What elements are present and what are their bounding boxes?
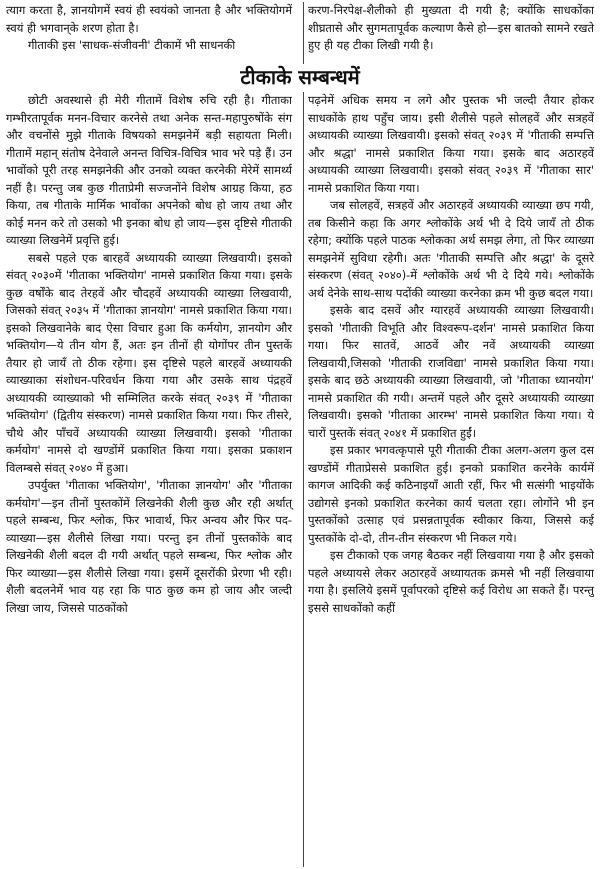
paragraph: इस प्रकार भगवत्कृपासे पूरी गीताकी टीका अलग-अलग कुल दस खण्डोंमें गीताप्रेससे प्रकाशित हुई। इनको प्रकाशित करनेके कार्यमें कागज आदिकी कई कठिनाइयाँ आती रहीं, फिर भी सत्संगी भाइयोंके उद्योगसे इनको प्रकाशित करनेका कार्य चलता रहा। लोगोंने भी इन पुस्तकोंको उत्साह एवं प्रसन्नतापूर्वक स्वीकार किया, जिससे कई पुस्तकोंके दो-दो, तीन-तीन संस्करण भी निकल गये। [308,443,594,545]
main-left-column [6,92,292,617]
paragraph: सबसे पहले एक बारहवें अध्यायकी व्याख्या लिखवायी। इसको संवत् २०३०में 'गीताका भक्तियोग' नामसे प्रकाशित किया गया। इसके कुछ वर्षोंके बाद तेरहवें और चौदहवें अध्यायकी व्याख्या लिखवायी, जिसको संवत् २०३५ में 'गीताका ज्ञानयोग' नामसे प्रकाशित किया गया। इसको लिखवानेके बाद ऐसा विचार हुआ कि कर्मयोग, ज्ञानयोग और भक्तियोग—ये तीन योग हैं, अतः इन तीनों ही योगोंपर तीन पुस्तकें तैयार हो जायँ तो ठीक रहेगा। इस दृष्टिसे पहले बारहवें अध्यायकी व्याख्याका संशोधन-परिवर्धन किया गया और उसके साथ पंद्रहवें अध्यायकी व्याख्याको भी सम्मिलित करके संवत् २०३९ में 'गीताका भक्तियोग' (द्वितीय संस्करण) नामसे प्रकाशित किया गया। फिर तीसरे, चौथे और पाँचवें अध्यायकी व्याख्या लिखवायी। इसको 'गीताका कर्मयोग' नामसे दो खण्डोंमें प्रकाशित किया गया। इसका प्रकाशन विलम्बसे संवत् २०४० में हुआ। [6,250,292,475]
main-right-column [308,92,594,617]
section-heading: टीकाके सम्बन्धमें [240,65,360,89]
paragraph: त्याग करता है, ज्ञानयोगमें स्वयं ही स्वयंको जानता है और भक्तियोगमें स्वयं ही भगवान्‌के शरण होता है। [6,3,292,35]
paragraph: इस टीकाको एक जगह बैठकर नहीं लिखवाया गया है और इसको पहले अध्यायसे लेकर अठारहवें अध्यायतक क्रमसे भी नहीं लिखवाया गया है। इसलिये इसमें पूर्वापरको दृष्टिसे कई विरोध आ सकते हैं। परन्तु इससे साधकोंको कहीं [308,548,594,615]
paragraph: छोटी अवस्थासे ही मेरी गीतामें विशेष रुचि रही है। गीताका गम्भीरतापूर्वक मनन-विचार करनेसे तथा अनेक सन्त-महापुरुषोंके संग और वचनोंसे मुझे गीताके विषयको समझनेमें बड़ी सहायता मिली। गीतामें महान् संतोष देनेवाले अनन्त विचित्र-विचित्र भाव भरे पड़े हैं। उन भावोंको पूरी तरह समझनेकी और उनको व्यक्त करनेकी मेरेमें सामर्थ्य नहीं है। परन्तु जब कुछ गीताप्रेमी सज्जनोंने विशेष आग्रह किया, हठ किया, तब गीताके मार्मिक भावोंका अपनेको बोध हो जाय तथा और कोई मनन करे तो उसको भी इनका बोध हो जाय—इस दृष्टिसे गीताकी व्याख्या लिखनेमें प्रवृत्ति हुई। [6,93,292,247]
column-divider [303,92,304,867]
paragraph: जब सोलहवें, सत्रहवें और अठारहवें अध्यायकी व्याख्या छप गयी, तब किसीने कहा कि अगर श्लोकोंके अर्थ भी दे दिये जायँ तो ठीक रहेगा; क्योंकि पहले पाठक श्लोकका अर्थ समझ लेगा, तो फिर व्याख्या समझनेमें सुविधा रहेगी। अतः 'गीताकी सम्पत्ति और श्रद्धा' के दूसरे संस्करण (संवत् २०४०)-में श्लोकोंके अर्थ भी दे दिये गये। श्लोकोंके अर्थ देनेके साथ-साथ पदोंकी व्याख्या करनेका क्रम भी कुछ बदल गया। [308,198,594,300]
top-continuation-section [6,2,594,64]
column-divider [303,2,304,64]
paragraph: पढ़नेमें अधिक समय न लगे और पुस्तक भी जल्दी तैयार होकर साधकोंके हाथ पहुँच जाय। इसी शैलीसे पहले सोलहवें और सत्रहवें अध्यायकी व्याख्या लिखवायी। इसको संवत् २०३९ में 'गीताकी सम्पत्ति और श्रद्धा' नामसे प्रकाशित किया गया। इसके बाद अठारहवें अध्यायकी व्याख्या लिखवायी। इसको संवत् २०३९ में 'गीताका सार' नामसे प्रकाशित किया गया। [308,93,594,195]
paragraph: करण-निरपेक्ष-शैलीको ही मुख्यता दी गयी है; क्योंकि साधकोंका शीघ्रतासे और सुगमतापूर्वक कल्याण कैसे हो—इस बातको सामने रखते हुए ही यह टीका लिखी गयी है। [308,3,594,52]
paragraph: गीताकी इस 'साधक-संजीवनी' टीकामें भी साधनकी [28,38,236,52]
top-right-column [308,2,594,55]
paragraph: उपर्युक्त 'गीताका भक्तियोग', 'गीताका ज्ञानयोग' और 'गीताका कर्मयोग'—इन तीनों पुस्तकोंमें लिखनेकी शैली कुछ और रही अर्थात् पहले सम्बन्ध, फिर श्लोक, फिर भावार्थ, फिर अन्वय और फिर पद-व्याख्या—इस शैलीसे लिखा गया। परन्तु इन तीनों पुस्तकोंके बाद लिखनेकी शैली बदल दी गयी अर्थात् पहले सम्बन्ध, फिर श्लोक और फिर व्याख्या—इस शैलीसे लिखा गया। इसमें दूसरोंकी प्रेरणा भी रही। शैली बदलनेमें भाव यह रहा कि पाठ कुछ कम हो जाय और जल्दी लिखा जाय, जिससे पाठकोंको [6,478,292,615]
paragraph: इसके बाद दसवें और ग्यारहवें अध्यायकी व्याख्या लिखवायी। इसको 'गीताकी विभूति और विश्वरूप-दर्शन' नामसे प्रकाशित किया गया। फिर सातवें, आठवें और नवें अध्यायकी व्याख्या लिखवायी,जिसको 'गीताकी राजविद्या' नामसे प्रकाशित किया गया। इसके बाद छठे अध्यायकी व्याख्या लिखवायी, जो 'गीताका ध्यानयोग' नामसे प्रकाशित की गयी। अन्तमें पहले और दूसरे अध्यायकी व्याख्या लिखवायी। इसको 'गीताका आरम्भ' नामसे प्रकाशित किया गया। ये चारों पुस्तकें संवत् २०४१ में प्रकाशित हुईं। [308,303,594,440]
top-left-column [6,2,292,55]
main-section [6,92,594,867]
